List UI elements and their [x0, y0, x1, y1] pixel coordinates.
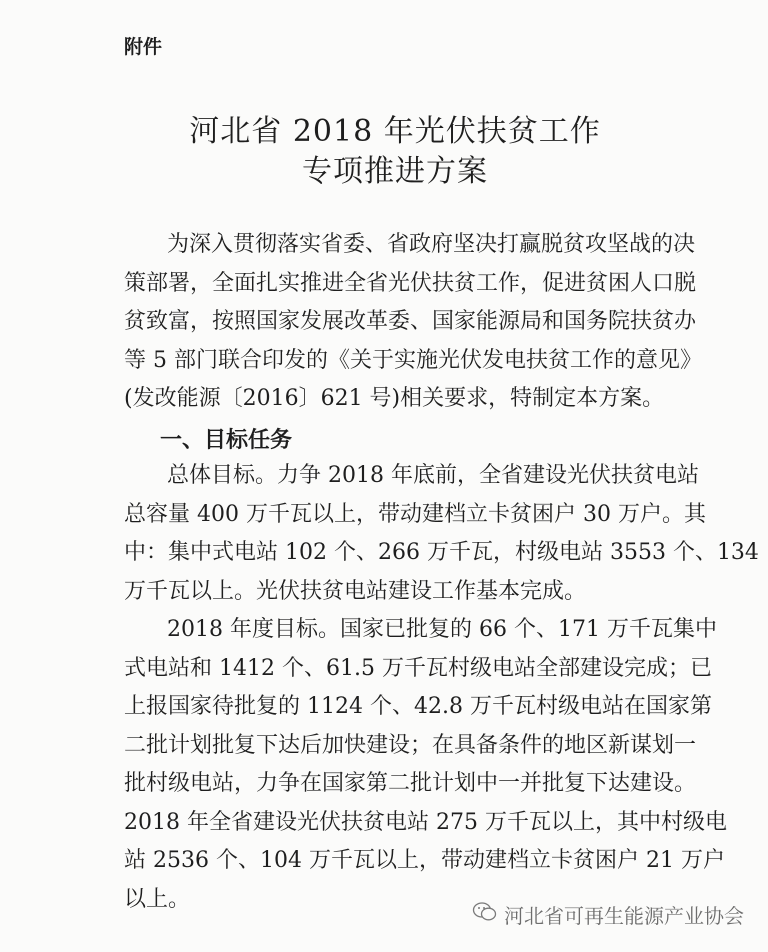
text-line: 中：集中式电站 102 个、266 万千瓦，村级电站 3553 个、134	[124, 540, 759, 565]
text-line: 贫致富，按照国家发展改革委、国家能源局和国务院扶贫办	[124, 309, 697, 334]
document-title-line-2: 专项推进方案	[302, 154, 488, 189]
text-line: 为深入贯彻落实省委、省政府坚决打赢脱贫攻坚战的决	[167, 232, 696, 257]
watermark	[472, 900, 744, 929]
text-line: 以上。	[124, 887, 191, 912]
text-line: 万千瓦以上。光伏扶贫电站建设工作基本完成。	[124, 579, 587, 604]
text-line: 站 2536 个、104 万千瓦以上，带动建档立卡贫困户 21 万户	[124, 848, 725, 873]
text-line: 式电站和 1412 个、61.5 万千瓦村级电站全部建设完成；已	[124, 656, 712, 681]
text-line: 批村级电站，力争在国家第二批计划中一并批复下达建设。	[124, 771, 697, 796]
watermark-text: 河北省可再生能源产业协会	[504, 904, 744, 928]
wechat-icon	[472, 901, 498, 928]
text-line: 策部署，全面扎实推进全省光伏扶贫工作，促进贫困人口脱	[124, 271, 697, 296]
text-line: 等 5 部门联合印发的《关于实施光伏发电扶贫工作的意见》	[124, 348, 702, 373]
text-line: 2018 年度目标。国家已批复的 66 个、171 万千瓦集中	[167, 617, 717, 642]
attachment-label: 附件	[124, 36, 163, 58]
text-line: 二批计划批复下达后加快建设；在具备条件的地区新谋划一	[124, 733, 697, 758]
document-title-line-1: 河北省 2018 年光伏扶贫工作	[189, 114, 601, 149]
text-line: 总容量 400 万千瓦以上，带动建档立卡贫困户 30 万户。其	[124, 502, 706, 527]
text-line: 总体目标。力争 2018 年底前，全省建设光伏扶贫电站	[167, 463, 699, 488]
section-heading: 一、目标任务	[160, 428, 293, 453]
text-line: 2018 年全省建设光伏扶贫电站 275 万千瓦以上，其中村级电	[124, 810, 727, 835]
text-line: 上报国家待批复的 1124 个、42.8 万千瓦村级电站在国家第	[124, 694, 712, 719]
text-line: (发改能源〔2016〕621 号)相关要求，特制定本方案。	[124, 386, 665, 411]
